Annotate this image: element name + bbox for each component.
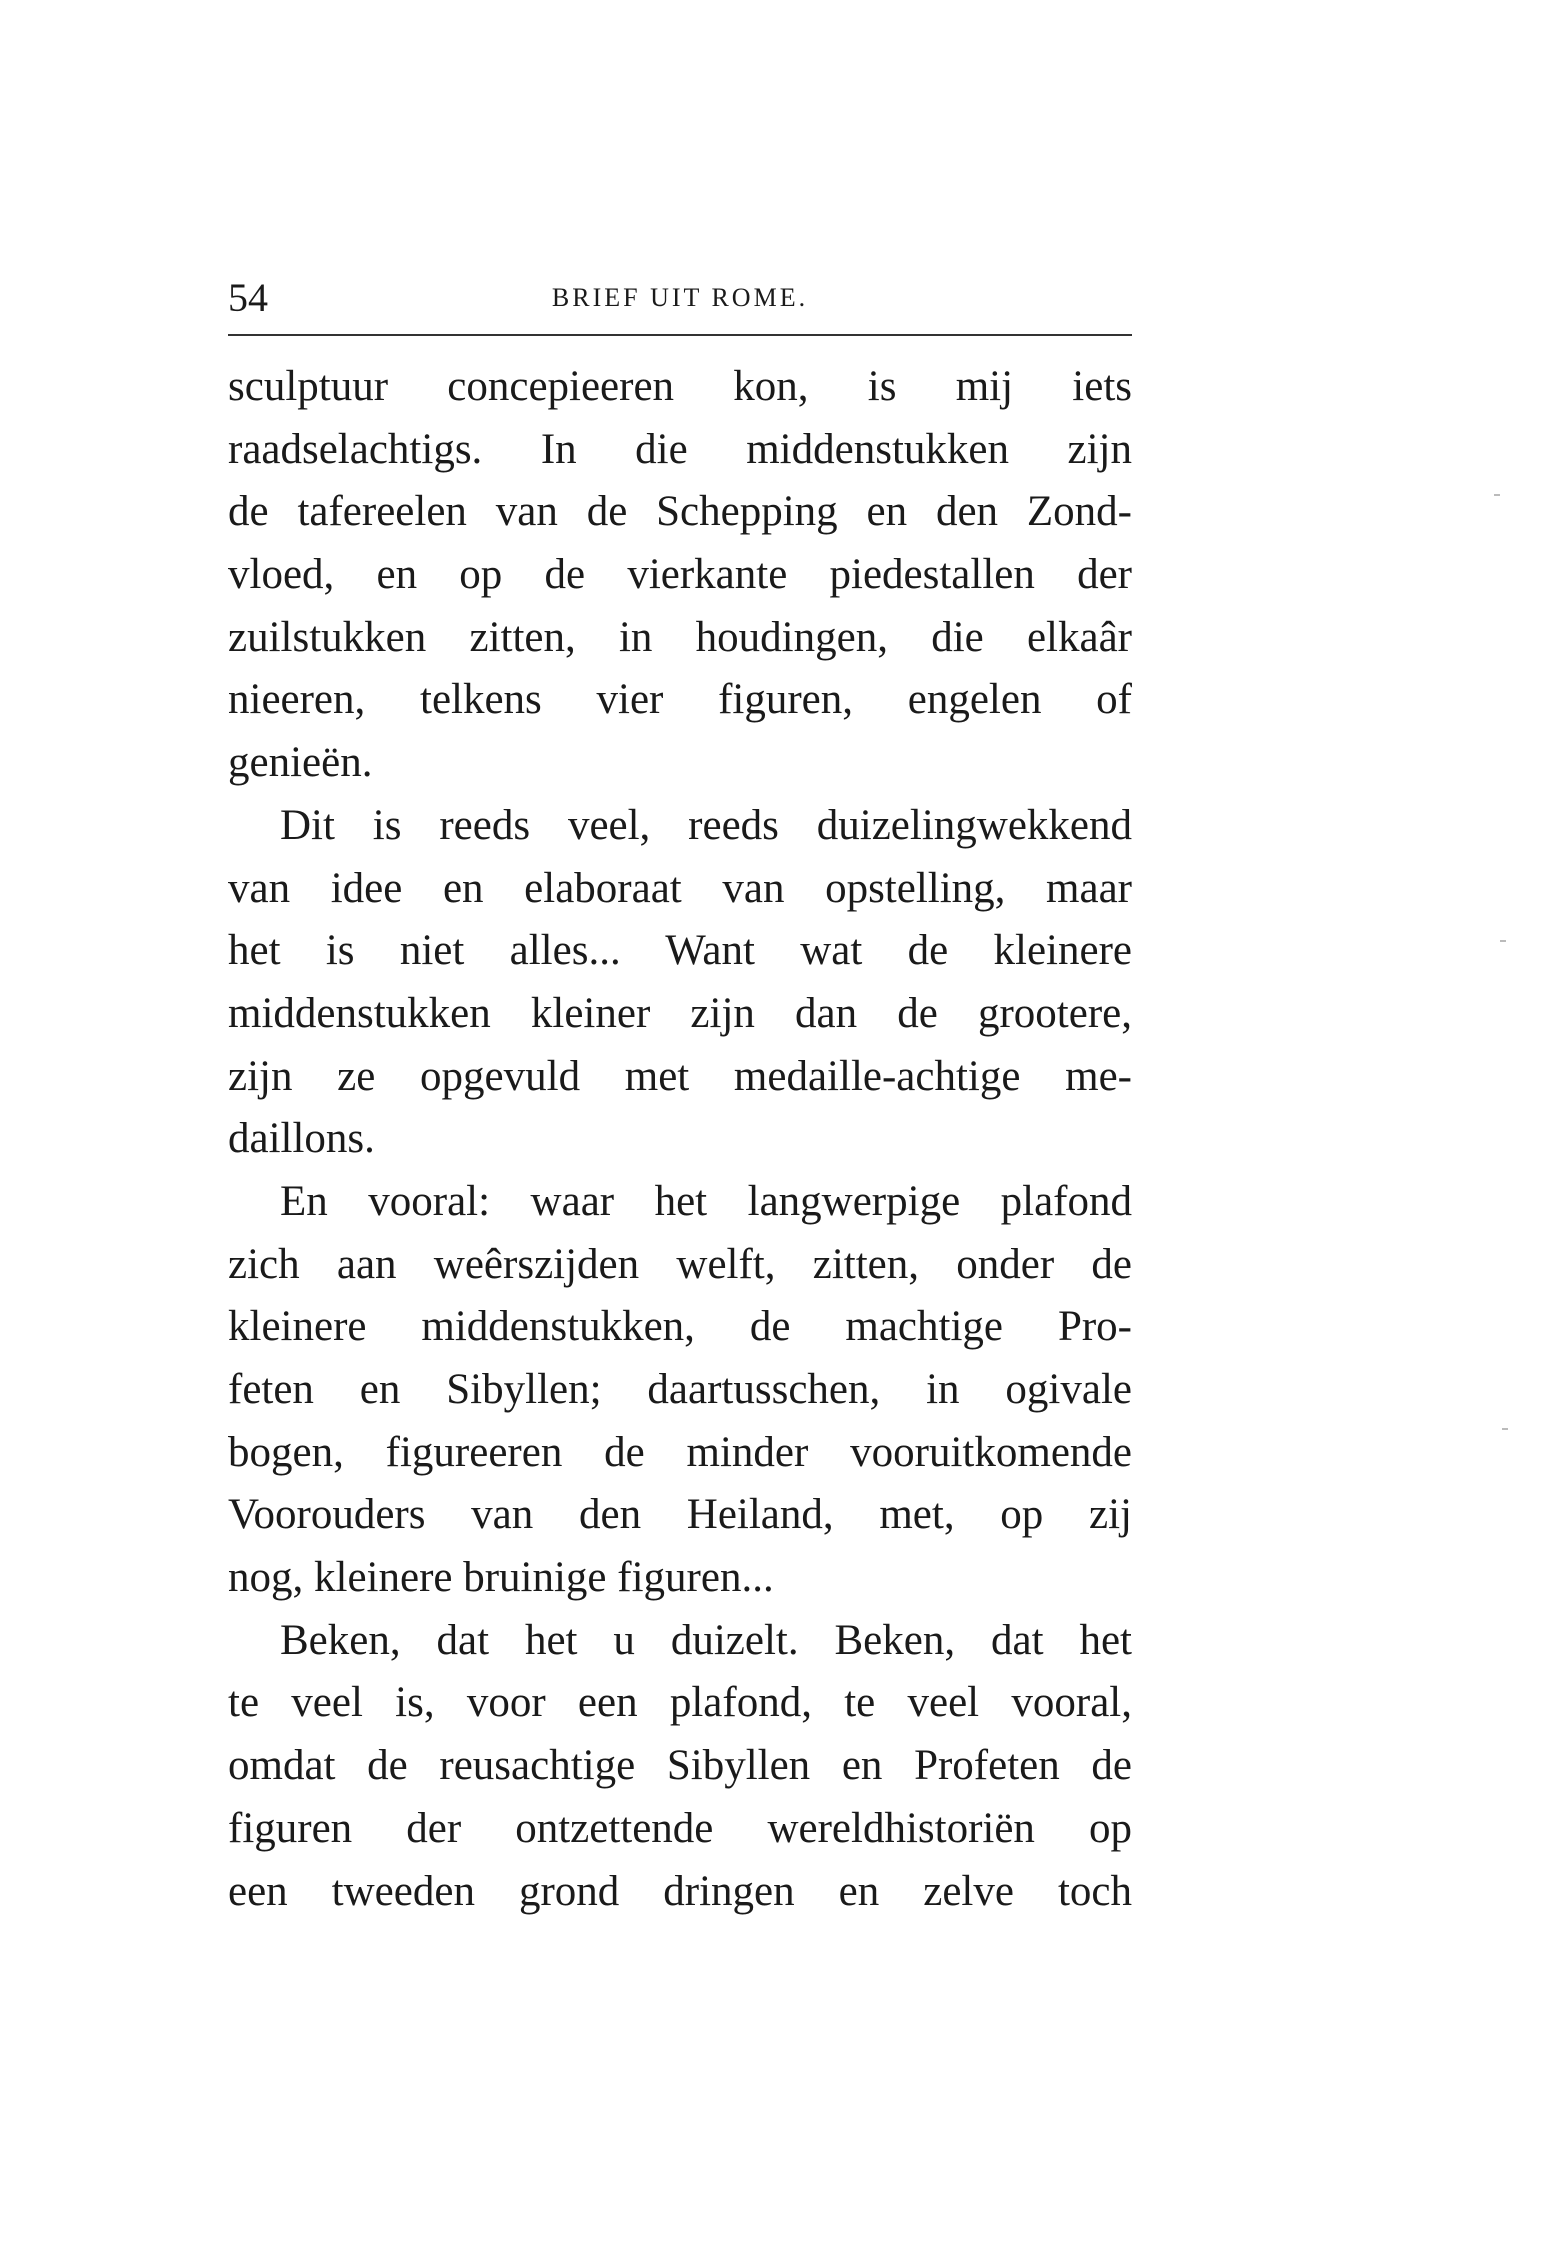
text-line: van idee en elaboraat van opstelling, maar (228, 864, 1132, 912)
paper-speck (1494, 494, 1500, 496)
page-number: 54 (228, 275, 268, 320)
text-line: raadselachtigs. In die middenstukken zijn (228, 425, 1132, 473)
text-line: kleinere middenstukken, de machtige Pro- (228, 1303, 1132, 1351)
text-line: een tweeden grond dringen en zelve toch (228, 1867, 1132, 1915)
text-line: vloed, en op de vierkante piedestallen der (228, 551, 1132, 599)
text-line: middenstukken kleiner zijn dan de grootere, (228, 989, 1132, 1037)
text-line: Dit is reeds veel, reeds duizelingwekkend (280, 801, 1132, 849)
text-line: bogen, figureeren de minder vooruitkomende (228, 1428, 1132, 1476)
header-rule (228, 334, 1132, 336)
text-line: het is niet alles... Want wat de kleinere (228, 927, 1132, 975)
text-line: nog, kleinere bruinige figuren... (228, 1554, 774, 1602)
text-line: zich aan weêrszijden welft, zitten, onder de (228, 1240, 1132, 1288)
text-line: genieën. (228, 739, 373, 787)
paper-speck (1502, 1428, 1508, 1430)
text-line: zuilstukken zitten, in houdingen, die elkaâr (228, 613, 1132, 661)
paper-speck (1500, 940, 1506, 942)
running-title: BRIEF UIT ROME. (551, 283, 809, 312)
text-line: te veel is, voor een plafond, te veel vooral, (228, 1679, 1132, 1727)
body-text (228, 356, 1132, 1923)
running-head (228, 268, 1132, 328)
text-line: sculptuur concepieeren kon, is mij iets (228, 363, 1132, 410)
text-line: feten en Sibyllen; daartusschen, in ogivale (228, 1366, 1132, 1413)
text-line: nieeren, telkens vier figuren, engelen of (228, 676, 1132, 724)
text-line: omdat de reusachtige Sibyllen en Profeten de (228, 1742, 1132, 1790)
text-line: Voorouders van den Heiland, met, op zij (228, 1491, 1132, 1539)
text-line: figuren der ontzettende wereldhistoriën op (228, 1804, 1132, 1852)
text-line: En vooral: waar het langwerpige plafond (280, 1177, 1132, 1225)
text-line: Beken, dat het u duizelt. Beken, dat het (280, 1616, 1132, 1664)
text-line: daillons. (228, 1115, 375, 1163)
text-line: de tafereelen van de Schepping en den Zond- (228, 488, 1132, 536)
text-line: zijn ze opgevuld met medaille-achtige me- (228, 1052, 1132, 1100)
